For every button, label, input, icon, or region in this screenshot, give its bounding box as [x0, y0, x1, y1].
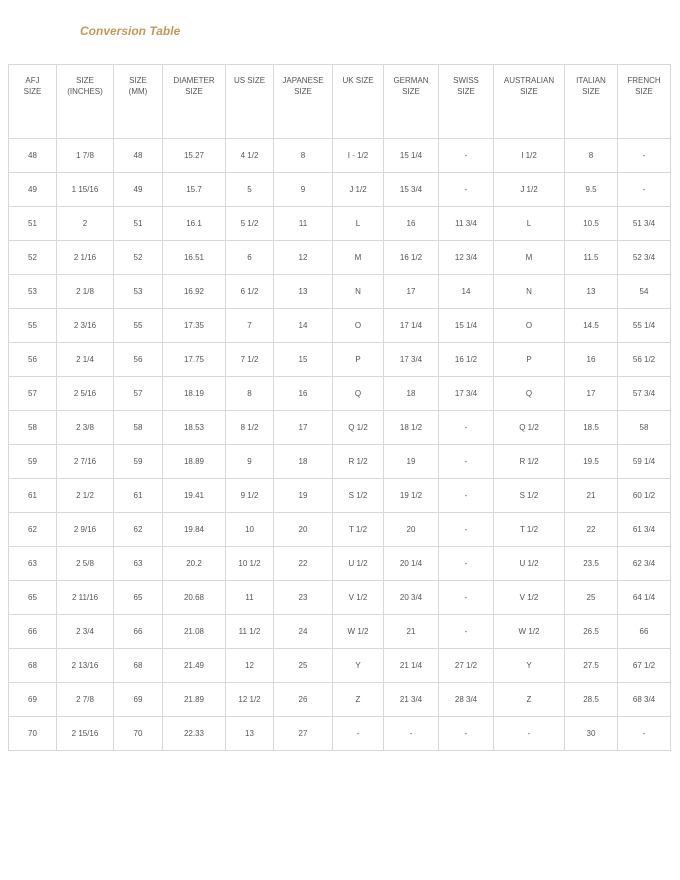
table-cell: - [333, 717, 384, 751]
table-cell: - [439, 547, 494, 581]
table-cell: - [439, 717, 494, 751]
table-cell: 48 [9, 139, 57, 173]
table-cell: 8 [226, 377, 274, 411]
table-cell: 2 1/16 [57, 241, 114, 275]
table-row [9, 275, 671, 309]
column-header [9, 65, 57, 139]
table-cell: - [439, 411, 494, 445]
table-cell: 9.5 [565, 173, 618, 207]
table-cell: O [494, 309, 565, 343]
column-header [618, 65, 671, 139]
table-row [9, 139, 671, 173]
table-cell: O [333, 309, 384, 343]
table-cell: - [618, 139, 671, 173]
column-header-label: SIZE [402, 87, 420, 96]
table-cell: 24 [274, 615, 333, 649]
table-cell: 68 [9, 649, 57, 683]
table-cell: 57 [114, 377, 163, 411]
table-cell: 63 [114, 547, 163, 581]
column-header-label: UK SIZE [342, 76, 374, 85]
table-cell: 10 [226, 513, 274, 547]
table-cell: Z [494, 683, 565, 717]
table-cell: 2 1/8 [57, 275, 114, 309]
table-cell: 19 [274, 479, 333, 513]
column-header [274, 65, 333, 139]
column-header-label: SIZE [185, 87, 203, 96]
table-row [9, 411, 671, 445]
table-cell: 51 [114, 207, 163, 241]
table-cell: 7 1/2 [226, 343, 274, 377]
table-cell: 15 1/4 [439, 309, 494, 343]
table-cell: 2 3/8 [57, 411, 114, 445]
table-cell: 18 [384, 377, 439, 411]
table-cell: 49 [114, 173, 163, 207]
table-cell: 16.51 [163, 241, 226, 275]
table-cell: 49 [9, 173, 57, 207]
column-header [114, 65, 163, 139]
table-cell: 14 [274, 309, 333, 343]
table-cell: 2 1/2 [57, 479, 114, 513]
table-cell: 14.5 [565, 309, 618, 343]
table-cell: 51 [9, 207, 57, 241]
table-row [9, 173, 671, 207]
table-cell: W 1/2 [494, 615, 565, 649]
table-cell: 48 [114, 139, 163, 173]
table-cell: W 1/2 [333, 615, 384, 649]
table-cell: 13 [274, 275, 333, 309]
column-header [384, 65, 439, 139]
table-cell: 17 [384, 275, 439, 309]
table-cell: 51 3/4 [618, 207, 671, 241]
table-cell: 63 [9, 547, 57, 581]
table-row [9, 547, 671, 581]
table-cell: 15 3/4 [384, 173, 439, 207]
table-cell: 20 1/4 [384, 547, 439, 581]
table-cell: 18.53 [163, 411, 226, 445]
table-cell: 56 [9, 343, 57, 377]
table-cell: 11.5 [565, 241, 618, 275]
table-cell: R 1/2 [333, 445, 384, 479]
table-cell: 9 [226, 445, 274, 479]
table-cell: 12 1/2 [226, 683, 274, 717]
table-cell: 10 1/2 [226, 547, 274, 581]
table-cell: Q 1/2 [333, 411, 384, 445]
column-header-label: ITALIAN [576, 76, 606, 85]
column-header-label: SIZE [294, 87, 312, 96]
table-cell: - [384, 717, 439, 751]
table-cell: V 1/2 [333, 581, 384, 615]
table-cell: 17.35 [163, 309, 226, 343]
table-cell: J 1/2 [333, 173, 384, 207]
column-header-label: SIZE [23, 87, 42, 96]
table-cell: 12 [274, 241, 333, 275]
table-cell: 16 [565, 343, 618, 377]
table-cell: 25 [565, 581, 618, 615]
table-cell: 60 1/2 [618, 479, 671, 513]
table-cell: 61 [114, 479, 163, 513]
table-cell: 2 9/16 [57, 513, 114, 547]
table-cell: 16 1/2 [384, 241, 439, 275]
table-cell: - [618, 717, 671, 751]
table-cell: 16.92 [163, 275, 226, 309]
table-cell: 17 1/4 [384, 309, 439, 343]
table-cell: - [439, 513, 494, 547]
column-header-label: SIZE [520, 87, 538, 96]
table-cell: 55 [9, 309, 57, 343]
table-cell: 62 3/4 [618, 547, 671, 581]
table-cell: 9 1/2 [226, 479, 274, 513]
table-cell: 19 1/2 [384, 479, 439, 513]
table-cell: 19 [384, 445, 439, 479]
table-cell: 9 [274, 173, 333, 207]
table-cell: 25 [274, 649, 333, 683]
table-cell: 22 [274, 547, 333, 581]
table-cell: 16.1 [163, 207, 226, 241]
table-cell: 64 1/4 [618, 581, 671, 615]
column-header [163, 65, 226, 139]
table-cell: 27 1/2 [439, 649, 494, 683]
table-cell: 13 [226, 717, 274, 751]
table-cell: 54 [618, 275, 671, 309]
table-cell: 17 [565, 377, 618, 411]
column-header [226, 65, 274, 139]
table-cell: - [439, 173, 494, 207]
table-cell: 59 [114, 445, 163, 479]
table-cell: 52 [114, 241, 163, 275]
table-row [9, 445, 671, 479]
table-cell: 69 [114, 683, 163, 717]
table-row [9, 207, 671, 241]
table-cell: 11 [226, 581, 274, 615]
column-header-label: AUSTRALIAN [503, 76, 555, 85]
table-cell: 68 3/4 [618, 683, 671, 717]
column-header-label: JAPANESE [282, 76, 324, 85]
table-cell: U 1/2 [333, 547, 384, 581]
table-cell: 20 3/4 [384, 581, 439, 615]
page-title: Conversion Table [80, 24, 181, 38]
table-cell: 56 [114, 343, 163, 377]
table-cell: 2 7/8 [57, 683, 114, 717]
table-cell: Z [333, 683, 384, 717]
table-cell: 12 3/4 [439, 241, 494, 275]
table-cell: 4 1/2 [226, 139, 274, 173]
table-cell: 18 1/2 [384, 411, 439, 445]
table-cell: 67 1/2 [618, 649, 671, 683]
table-cell: 59 [9, 445, 57, 479]
table-row [9, 241, 671, 275]
table-cell: V 1/2 [494, 581, 565, 615]
column-header-label: SIZE [635, 87, 653, 96]
table-cell: 57 [9, 377, 57, 411]
table-cell: 1 15/16 [57, 173, 114, 207]
table-cell: 19.41 [163, 479, 226, 513]
table-cell: Y [333, 649, 384, 683]
table-cell: - [439, 581, 494, 615]
table-cell: Q 1/2 [494, 411, 565, 445]
table-cell: 16 [384, 207, 439, 241]
column-header [494, 65, 565, 139]
table-cell: 53 [9, 275, 57, 309]
table-cell: 2 13/16 [57, 649, 114, 683]
table-cell: 5 [226, 173, 274, 207]
column-header [439, 65, 494, 139]
column-header-label: US SIZE [233, 76, 266, 85]
column-header-label: SIZE [76, 76, 94, 85]
table-cell: 2 5/8 [57, 547, 114, 581]
table-cell: 5 1/2 [226, 207, 274, 241]
column-header-label: (INCHES) [67, 87, 103, 96]
table-cell: 66 [9, 615, 57, 649]
table-cell: 26 [274, 683, 333, 717]
table-cell: 65 [114, 581, 163, 615]
table-cell: P [494, 343, 565, 377]
table-cell: 11 3/4 [439, 207, 494, 241]
table-cell: T 1/2 [494, 513, 565, 547]
table-cell: J 1/2 [494, 173, 565, 207]
table-cell: 8 1/2 [226, 411, 274, 445]
column-header [57, 65, 114, 139]
header-row [9, 65, 671, 139]
table-cell: 20.68 [163, 581, 226, 615]
table-cell: 70 [9, 717, 57, 751]
table-cell: 56 1/2 [618, 343, 671, 377]
table-cell: S 1/2 [333, 479, 384, 513]
table-cell: 66 [114, 615, 163, 649]
table-cell: 21 1/4 [384, 649, 439, 683]
column-header [565, 65, 618, 139]
table-cell: S 1/2 [494, 479, 565, 513]
table-cell: 21.89 [163, 683, 226, 717]
table-cell: 16 [274, 377, 333, 411]
table-cell: 17 [274, 411, 333, 445]
table-cell: 19.84 [163, 513, 226, 547]
table-cell: 1 7/8 [57, 139, 114, 173]
table-cell: 2 5/16 [57, 377, 114, 411]
table-body [9, 139, 671, 751]
table-row [9, 377, 671, 411]
table-cell: N [494, 275, 565, 309]
table-cell: 26.5 [565, 615, 618, 649]
table-cell: 53 [114, 275, 163, 309]
table-cell: 22.33 [163, 717, 226, 751]
table-cell: - [439, 445, 494, 479]
table-cell: M [333, 241, 384, 275]
table-cell: T 1/2 [333, 513, 384, 547]
table-cell: 21 3/4 [384, 683, 439, 717]
table-cell: 20 [274, 513, 333, 547]
column-header-label: FRENCH [627, 76, 661, 85]
table-cell: 68 [114, 649, 163, 683]
table-cell: 6 1/2 [226, 275, 274, 309]
table-cell: 21 [384, 615, 439, 649]
table-cell: 61 [9, 479, 57, 513]
table-cell: 62 [114, 513, 163, 547]
table-cell: 22 [565, 513, 618, 547]
table-cell: R 1/2 [494, 445, 565, 479]
table-cell: 15.27 [163, 139, 226, 173]
column-header-label: AFJ [25, 76, 40, 85]
table-cell: Q [494, 377, 565, 411]
table-cell: 20 [384, 513, 439, 547]
table-cell: 69 [9, 683, 57, 717]
table-cell: 2 15/16 [57, 717, 114, 751]
table-cell: - [439, 615, 494, 649]
table-cell: 57 3/4 [618, 377, 671, 411]
table-cell: 52 3/4 [618, 241, 671, 275]
table-cell: 2 7/16 [57, 445, 114, 479]
table-cell: 66 [618, 615, 671, 649]
table-cell: 15 1/4 [384, 139, 439, 173]
table-cell: 2 3/16 [57, 309, 114, 343]
table-cell: 2 11/16 [57, 581, 114, 615]
table-cell: 59 1/4 [618, 445, 671, 479]
table-cell: 58 [114, 411, 163, 445]
column-header-label: GERMAN [393, 76, 429, 85]
table-cell: 70 [114, 717, 163, 751]
table-cell: 17.75 [163, 343, 226, 377]
table-cell: L [333, 207, 384, 241]
table-cell: M [494, 241, 565, 275]
table-cell: 8 [274, 139, 333, 173]
table-cell: 7 [226, 309, 274, 343]
table-cell: 62 [9, 513, 57, 547]
table-cell: 28 3/4 [439, 683, 494, 717]
table-cell: - [439, 139, 494, 173]
table-cell: N [333, 275, 384, 309]
table-cell: 65 [9, 581, 57, 615]
table-cell: 6 [226, 241, 274, 275]
table-cell: 16 1/2 [439, 343, 494, 377]
table-row [9, 615, 671, 649]
table-cell: 11 1/2 [226, 615, 274, 649]
column-header-label: (MM) [128, 87, 148, 96]
table-cell: 13 [565, 275, 618, 309]
table-row [9, 649, 671, 683]
table-cell: 55 1/4 [618, 309, 671, 343]
table-cell: 2 [57, 207, 114, 241]
column-header-label: SIZE [582, 87, 600, 96]
column-header-label: SWISS [453, 76, 479, 85]
table-cell: 20.2 [163, 547, 226, 581]
table-cell: 18 [274, 445, 333, 479]
column-header-label: DIAMETER [173, 76, 215, 85]
table-cell: - [618, 173, 671, 207]
table-row [9, 343, 671, 377]
table-cell: 27.5 [565, 649, 618, 683]
column-header [333, 65, 384, 139]
table-cell: Y [494, 649, 565, 683]
table-cell: 2 1/4 [57, 343, 114, 377]
table-cell: 2 3/4 [57, 615, 114, 649]
table-row [9, 581, 671, 615]
table-cell: 17 3/4 [384, 343, 439, 377]
table-cell: U 1/2 [494, 547, 565, 581]
table-cell: - [439, 479, 494, 513]
table-cell: P [333, 343, 384, 377]
table-cell: 15.7 [163, 173, 226, 207]
table-cell: 17 3/4 [439, 377, 494, 411]
table-cell: 52 [9, 241, 57, 275]
table-row [9, 513, 671, 547]
table-cell: 21.08 [163, 615, 226, 649]
table-cell: 11 [274, 207, 333, 241]
table-cell: 28.5 [565, 683, 618, 717]
table-cell: 21 [565, 479, 618, 513]
table-cell: 58 [618, 411, 671, 445]
table-cell: 19.5 [565, 445, 618, 479]
table-cell: 10.5 [565, 207, 618, 241]
column-header-label: SIZE [457, 87, 475, 96]
table-row [9, 309, 671, 343]
table-cell: 55 [114, 309, 163, 343]
table-row [9, 683, 671, 717]
table-cell: 18.89 [163, 445, 226, 479]
table-row [9, 479, 671, 513]
table-cell: 14 [439, 275, 494, 309]
table-cell: I - 1/2 [333, 139, 384, 173]
table-cell: 23 [274, 581, 333, 615]
table-cell: 18.5 [565, 411, 618, 445]
table-cell: 27 [274, 717, 333, 751]
table-cell: I 1/2 [494, 139, 565, 173]
table-cell: 21.49 [163, 649, 226, 683]
table-cell: 15 [274, 343, 333, 377]
table-cell: 23.5 [565, 547, 618, 581]
column-header-label: SIZE [129, 76, 147, 85]
table-cell: L [494, 207, 565, 241]
table-cell: Q [333, 377, 384, 411]
conversion-table [8, 64, 671, 751]
table-row [9, 717, 671, 751]
table-cell: 18.19 [163, 377, 226, 411]
table-cell: - [494, 717, 565, 751]
table-cell: 58 [9, 411, 57, 445]
table-cell: 61 3/4 [618, 513, 671, 547]
table-cell: 8 [565, 139, 618, 173]
table-cell: 12 [226, 649, 274, 683]
table-cell: 30 [565, 717, 618, 751]
